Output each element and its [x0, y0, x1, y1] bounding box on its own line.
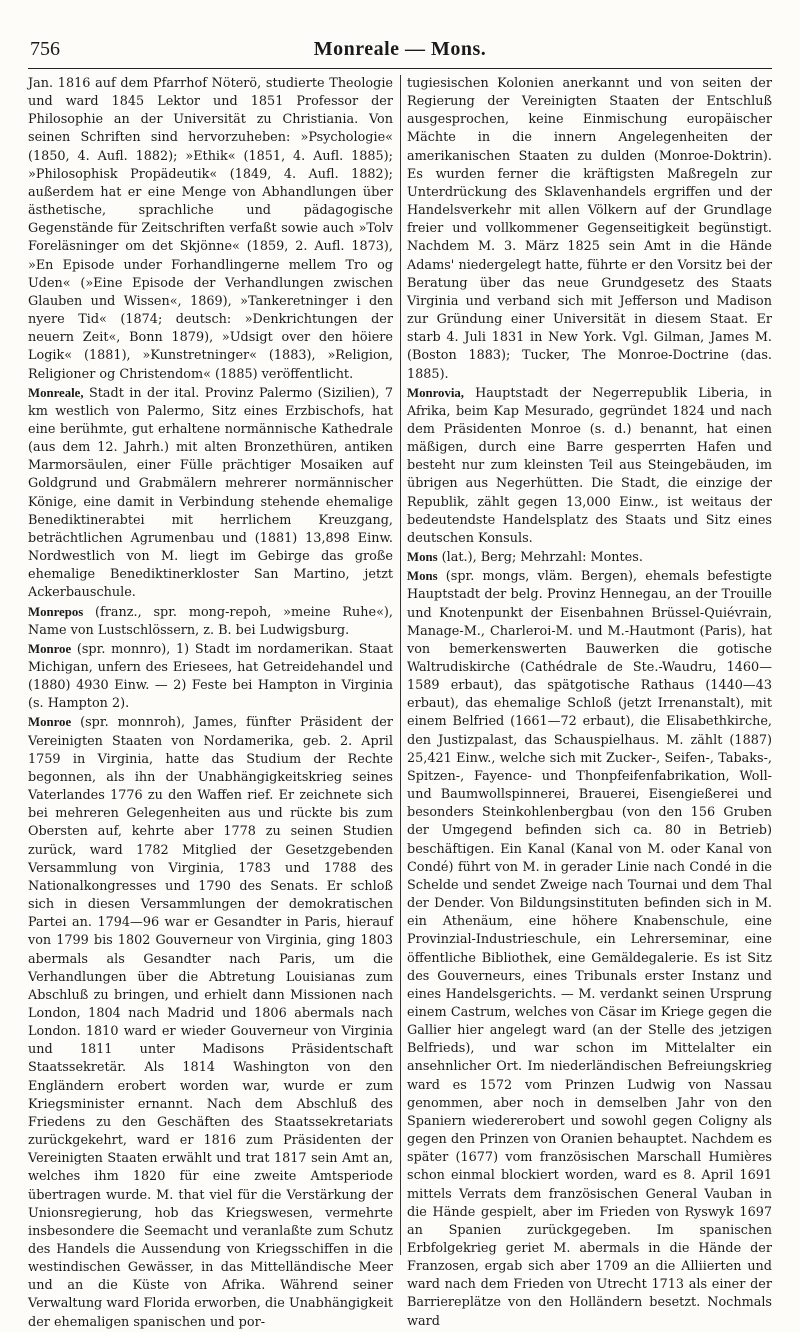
entry-monroe-james — [28, 713, 393, 1331]
entry-body: (spr. monnro), 1) Stadt im nordamerikan. Staat Michigan, unfern des Eriesees, hat Getreidehandel und (1880) 4930 Einw. — 2) Feste bei Hampton in Virginia (s. Hampton 2). — [28, 641, 393, 712]
entry-body: Hauptstadt der Negerrepublik Liberia, in Afrika, beim Kap Mesurado, gegründet 1824 und nach dem Präsidenten Monroe (s. d.) benannt, hat einen mäßigen, durch eine Barre gesperrten Hafen und besteht nur zum kleinsten Teil aus Steingebäuden, im übrigen aus Negerhütten. Die Stadt, die einzige der Republik, zählt gegen 13,000 Einw., ist weitaus der bedeutendste Handelsplatz des Staats und Sitz eines deutschen Konsuls. — [407, 385, 772, 546]
column-divider — [400, 75, 401, 1255]
entry-body: Stadt in der ital. Provinz Palermo (Sizilien), 7 km westlich von Palermo, Sitz eines Erzbischofs, hat eine berühmte, gut erhaltene normännische Kathedrale (aus dem 12. Jahrh.) mit alten Bronzethüren, antiken Marmorsäulen, einer Fülle prächtiger Mosaiken auf Goldgrund und Grabmälern mehrerer normännischer Könige, eine damit in Verbindung stehende ehemalige Benediktinerabtei mit herrlichem Kreuzgang, beträchtlichen Agrumenbau und (1881) 13,898 Einw. Nordwestlich von M. liegt im Gebirge das große ehemalige Benediktinerkloster San Martino, jetzt Ackerbauschule. — [28, 385, 393, 601]
entry-headword: Monreale, — [28, 385, 84, 400]
entry-continuation-left — [28, 75, 393, 384]
entry-monreale — [28, 384, 393, 603]
entry-mons-latin — [407, 548, 772, 567]
running-title: Monreale — Mons. — [313, 38, 487, 60]
entry-body: (spr. monnroh), James, fünfter Präsident der Vereinigten Staaten von Nordamerika, geb. 2. April 1759 in Virginia, hatte das Studium der Rechte begonnen, als ihn der Unabhängigkeitskrieg seines Vaterlandes 1776 zu den Waffen rief. Er zeichnete sich bei mehreren Gelegenheiten aus und rückte bis zum Obersten auf, kehrte aber 1778 zu seinen Studien zurück, ward 1782 Mitglied der Gesetzgebenden Versammlung von Virginia, 1783 und 1788 des Nationalkongresses und 1790 des Senats. Er schloß sich in diesen Versammlungen der demokratischen Partei an. 1794—96 war er Gesandter in Paris, hierauf von 1799 bis 1802 Gouverneur von Virginia, ging 1803 abermals als Gesandter nach Paris, um die Verhandlungen über die Abtretung Louisianas zum Abschluß zu bringen, und erhielt dann Missionen nach London, 1804 nach Madrid und 1806 abermals nach London. 1810 ward er wieder Gouverneur von Virginia und 1811 unter Madisons Präsidentschaft Staatssekretär. Als 1814 Washington von den Engländern erobert worden war, wurde er zum Kriegsminister ernannt. Nach dem Abschluß des Friedens zu den Geschäften des Staatssekretariats zurückgekehrt, ward er 1816 zum Präsidenten der Vereinigten Staaten erwählt und trat 1817 sein Amt an, welches ihm 1820 für eine zweite Amtsperiode übertragen wurde. M. that viel für die Verstärkung der Unionsregierung, hob das Kriegswesen, vermehrte insbesondere die Seemacht und veranlaßte zum Schutz des Handels die Aussendung von Kriegsschiffen in die westindischen Gewässer, in das Mittelländische Meer und an die Küste von Afrika. Während seiner Verwaltung ward Florida erworben, die Unabhängigkeit der ehemaligen spanischen und por- — [28, 715, 393, 1330]
page-header — [28, 34, 772, 64]
entry-continuation-right — [407, 75, 772, 384]
entry-monrepos — [28, 603, 393, 640]
entry-headword: Monrovia, — [407, 385, 464, 400]
entry-body: (spr. mongs, vläm. Bergen), ehemals befestigte Hauptstadt der belg. Provinz Hennegau, an der Trouille und Knotenpunkt der Eisenbahnen Brüssel-Quiévrain, Manage-M., Charleroi-M. und M.-Hautmont (Paris), hat von bemerkenswerten Bauwerken die gotische Waltrudiskirche (Cathédrale de Ste.-Waudru, 1460—1589 erbaut), das spätgotische Rathaus (1440—43 erbaut), das ehemalige Schloß (jetzt Irrenanstalt), mit einem Belfried (1661—72 erbaut), die Elisabethkirche, den Justizpalast, das Schauspielhaus. M. zählt (1887) 25,421 Einw., welche sich mit Zucker-, Seifen-, Tabaks-, Spitzen-, Fayence- und Thonpfeifenfabrikation, Woll- und Baumwollspinnerei, Brauerei, Eisengießerei und besonders Steinkohlenbergbau (von den 156 Gruben der Umgegend befinden sich ca. 80 in Betrieb) beschäftigen. Ein Kanal (Kanal von M. oder Kanal von Condé) führt von M. in gerader Linie nach Condé in die Schelde und sendet Zweige nach Tournai und dem Thal der Dender. Von Bildungsinstituten befinden sich in M. ein Athenäum, eine höhere Knabenschule, eine Provinzial-Industrieschule, ein Lehrerseminar, eine öffentliche Bibliothek, eine Gemäldegalerie. Es ist Sitz des Gouverneurs, eines Tribunals erster Instanz und eines Handelsgerichts. — M. verdankt seinen Ursprung einem Castrum, welches von Cäsar im Kriege gegen die Gallier hier angelegt ward (an der Stelle des jetzigen Belfrieds), und war schon im Mittelalter ein ansehnlicher Ort. Im niederländischen Befreiungskrieg ward es 1572 vom Prinzen Ludwig von Nassau genommen, aber noch in demselben Jahr von den Spaniern wiedererobert und sowohl gegen Coligny als gegen den Prinzen von Oranien behauptet. Nachdem es später (1677) vom französischen Marschall Humières schon einmal blockiert worden, ward es 8. April 1691 mittels Verrats dem französischen General Vauban in die Hände gespielt, aber im Frieden von Ryswyk 1697 an Spanien zurückgegeben. Im spanischen Erbfolgekrieg geriet M. abermals in die Hände der Franzosen, ergab sich aber 1709 an die Alliierten und ward nach dem Frieden von Utrecht 1713 als einer der Barriereplätze von den Holländern besetzt. Nochmals ward — [407, 569, 772, 1329]
entry-headword: Mons — [407, 550, 438, 565]
entry-headword: Mons — [407, 569, 438, 584]
entry-headword: Monrepos — [28, 604, 84, 619]
entry-monrovia — [407, 384, 772, 548]
entry-body: Jan. 1816 auf dem Pfarrhof Nöterö, studierte Theologie und ward 1845 Lektor und 1851 Professor der Philosophie an der Universität zu Christiania. Von seinen Schriften sind hervorzuheben: »Psychologie« (1850, 4. Aufl. 1882); »Ethik« (1851, 4. Aufl. 1885); »Philosophisk Propädeutik« (1849, 4. Aufl. 1882); außerdem hat er eine Menge von Abhandlungen über ästhetische, sprachliche und pädagogische Gegenstände für Zeitschriften verfaßt sowie auch »Tolv Foreläsninger om det Skjönne« (1859, 2. Aufl. 1873), »En Episode under Forhandlingerne mellem Tro og Uden« (»Eine Episode der Verhandlungen zwischen Glauben und Wissen«, 1869), »Tankeretninger i den nyere Tid« (1874; deutsch: »Denkrichtungen der neuern Zeit«, Bonn 1879), »Udsigt over den höiere Logik« (1881), »Kunstretninger« (1883), »Religion, Religioner og Christendom« (1885) veröffentlicht. — [28, 76, 393, 382]
entry-body: (franz., spr. mong-repoh, »meine Ruhe«), Name von Lustschlössern, z. B. bei Ludwigsburg. — [28, 604, 393, 638]
left-column — [28, 75, 393, 1330]
entry-monroe-city — [28, 640, 393, 714]
page-number: 756 — [30, 38, 60, 60]
right-column — [407, 75, 772, 1329]
text-columns — [28, 75, 772, 1330]
entry-mons-city — [407, 567, 772, 1331]
entry-body: tugiesischen Kolonien anerkannt und von seiten der Regierung der Vereinigten Staaten der Entschluß ausgesprochen, keine Einmischung europäischer Mächte in die innern Angelegenheiten der amerikanischen Staaten zu dulden (Monroe-Doktrin). Es wurden ferner die kräftigsten Maßregeln zur Unterdrückung des Sklavenhandels ergriffen und der Handelsverkehr mit allen Völkern auf der Grundlage freier und vollkommener Gegenseitigkeit begünstigt. Nachdem M. 3. März 1825 sein Amt in die Hände Adams' niedergelegt hatte, führte er den Vorsitz bei der Beratung über das neue Grundgesetz des Staats Virginia und verband sich mit Jefferson und Madison zur Gründung einer Universität in diesem Staat. Er starb 4. Juli 1831 in New York. Vgl. Gilman, James M. (Boston 1883); Tucker, The Monroe-Doctrine (das. 1885). — [407, 76, 772, 382]
header-rule — [28, 68, 772, 69]
entry-headword: Monroe — [28, 641, 72, 656]
entry-body: (lat.), Berg; Mehrzahl: Montes. — [437, 550, 643, 566]
entry-headword: Monroe — [28, 715, 72, 730]
